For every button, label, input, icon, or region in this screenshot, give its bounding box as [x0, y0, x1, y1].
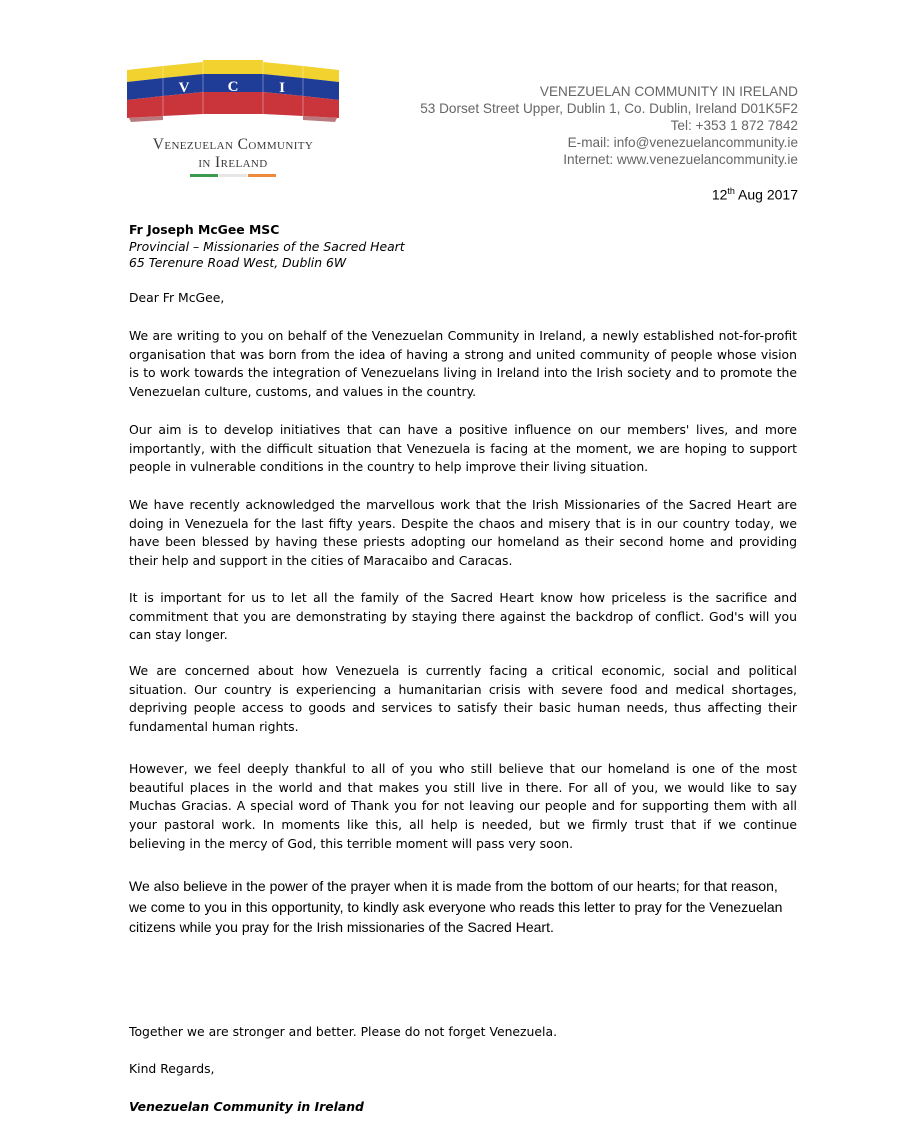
logo-text-line1: Venezuelan Community [152, 136, 314, 153]
paragraph-6: However, we feel deeply thankful to all of you who still believe that our homeland is one of the most beautiful places in the world and that makes you still live in there. For all of you, we would like to say Muchas Gracias. A special word of Thank you for not leaving our people and for supporting them with all your pastoral work. In moments like this, all help is needed, but we firmly trust that if we continue believing in the mercy of God, this terrible moment will pass very soon. [129, 761, 797, 851]
vci-logo [127, 60, 339, 180]
logo-letter-i: I [279, 80, 285, 96]
logo-text-line2: in Ireland [198, 154, 268, 171]
paragraph-7: We also believe in the power of the prayer when it is made from the bottom of our hearts; for that reason, we come to you in this opportunity, to kindly ask everyone who reads this letter to pray for the Venezuelan citizens while you pray for the Irish missionaries of the Sacred Heart. [129, 878, 783, 935]
logo-letter-v: V [178, 80, 190, 96]
closing-line: Together we are stronger and better. Please do not forget Venezuela. [129, 1024, 558, 1039]
letterhead-contact [420, 83, 798, 168]
kind-regards: Kind Regards, [129, 1061, 215, 1076]
recipient-block [129, 222, 405, 272]
paragraph-3: We have recently acknowledged the marvellous work that the Irish Missionaries of the Sacred Heart are doing in Venezuela for the last fifty years. Despite the chaos and misery that is in our country today, we have been blessed by having these priests adopting our homeland as their second home and providing their help and support in the cities of Maracaibo and Caracas. [129, 497, 797, 569]
letter-date [712, 186, 798, 203]
org-email: E-mail: info@venezuelancommunity.ie [567, 135, 798, 150]
logo-letter-c: C [227, 79, 239, 95]
paragraph-5: We are concerned about how Venezuela is currently facing a critical economic, social and political situation. Our country is experiencing a humanitarian crisis with severe food and medical shortages, depriving people access to goods and services to satisfy their basic human needs, thus affecting their fundamental human rights. [129, 663, 797, 735]
recipient-title: Provincial – Missionaries of the Sacred Heart [129, 238, 405, 254]
date-suffix: th [727, 186, 735, 196]
org-tel: Tel: +353 1 872 7842 [670, 118, 798, 133]
paragraph-1: We are writing to you on behalf of the Venezuelan Community in Ireland, a newly established not-for-profit organisation that was born from the idea of having a strong and united community of people whose vision is to work towards the integration of Venezuelans living in Ireland into the Irish society and to promote the Venezuelan culture, customs, and values in the country. [129, 328, 797, 400]
salutation: Dear Fr McGee, [129, 290, 225, 305]
logo-wordmark [127, 136, 339, 172]
recipient-name: Fr Joseph McGee MSC [129, 222, 280, 237]
vci-flag-graphic [127, 60, 339, 136]
org-name: VENEZUELAN COMMUNITY IN IRELAND [539, 84, 798, 99]
date-day: 12 [711, 186, 728, 203]
org-internet: Internet: www.venezuelancommunity.ie [563, 152, 798, 167]
logo-underline-orange [248, 174, 276, 177]
logo-underline-green [190, 174, 218, 177]
paragraph-2: Our aim is to develop initiatives that can have a positive influence on our members' lives, and more importantly, with the difficult situation that Venezuela is facing at the moment, we are hoping to support people in vulnerable conditions in the country to help improve their living situation. [129, 422, 797, 475]
paragraph-4: It is important for us to let all the family of the Sacred Heart know how priceless is the sacrifice and commitment that you are demonstrating by staying there against the backdrop of conflict. God's will you can stay longer. [129, 590, 797, 643]
logo-underline-white [219, 174, 247, 177]
recipient-address: 65 Terenure Road West, Dublin 6W [129, 255, 347, 270]
org-address: 53 Dorset Street Upper, Dublin 1, Co. Dublin, Ireland D01K5F2 [420, 101, 798, 116]
signature: Venezuelan Community in Ireland [129, 1099, 364, 1114]
date-rest: Aug 2017 [734, 186, 798, 203]
